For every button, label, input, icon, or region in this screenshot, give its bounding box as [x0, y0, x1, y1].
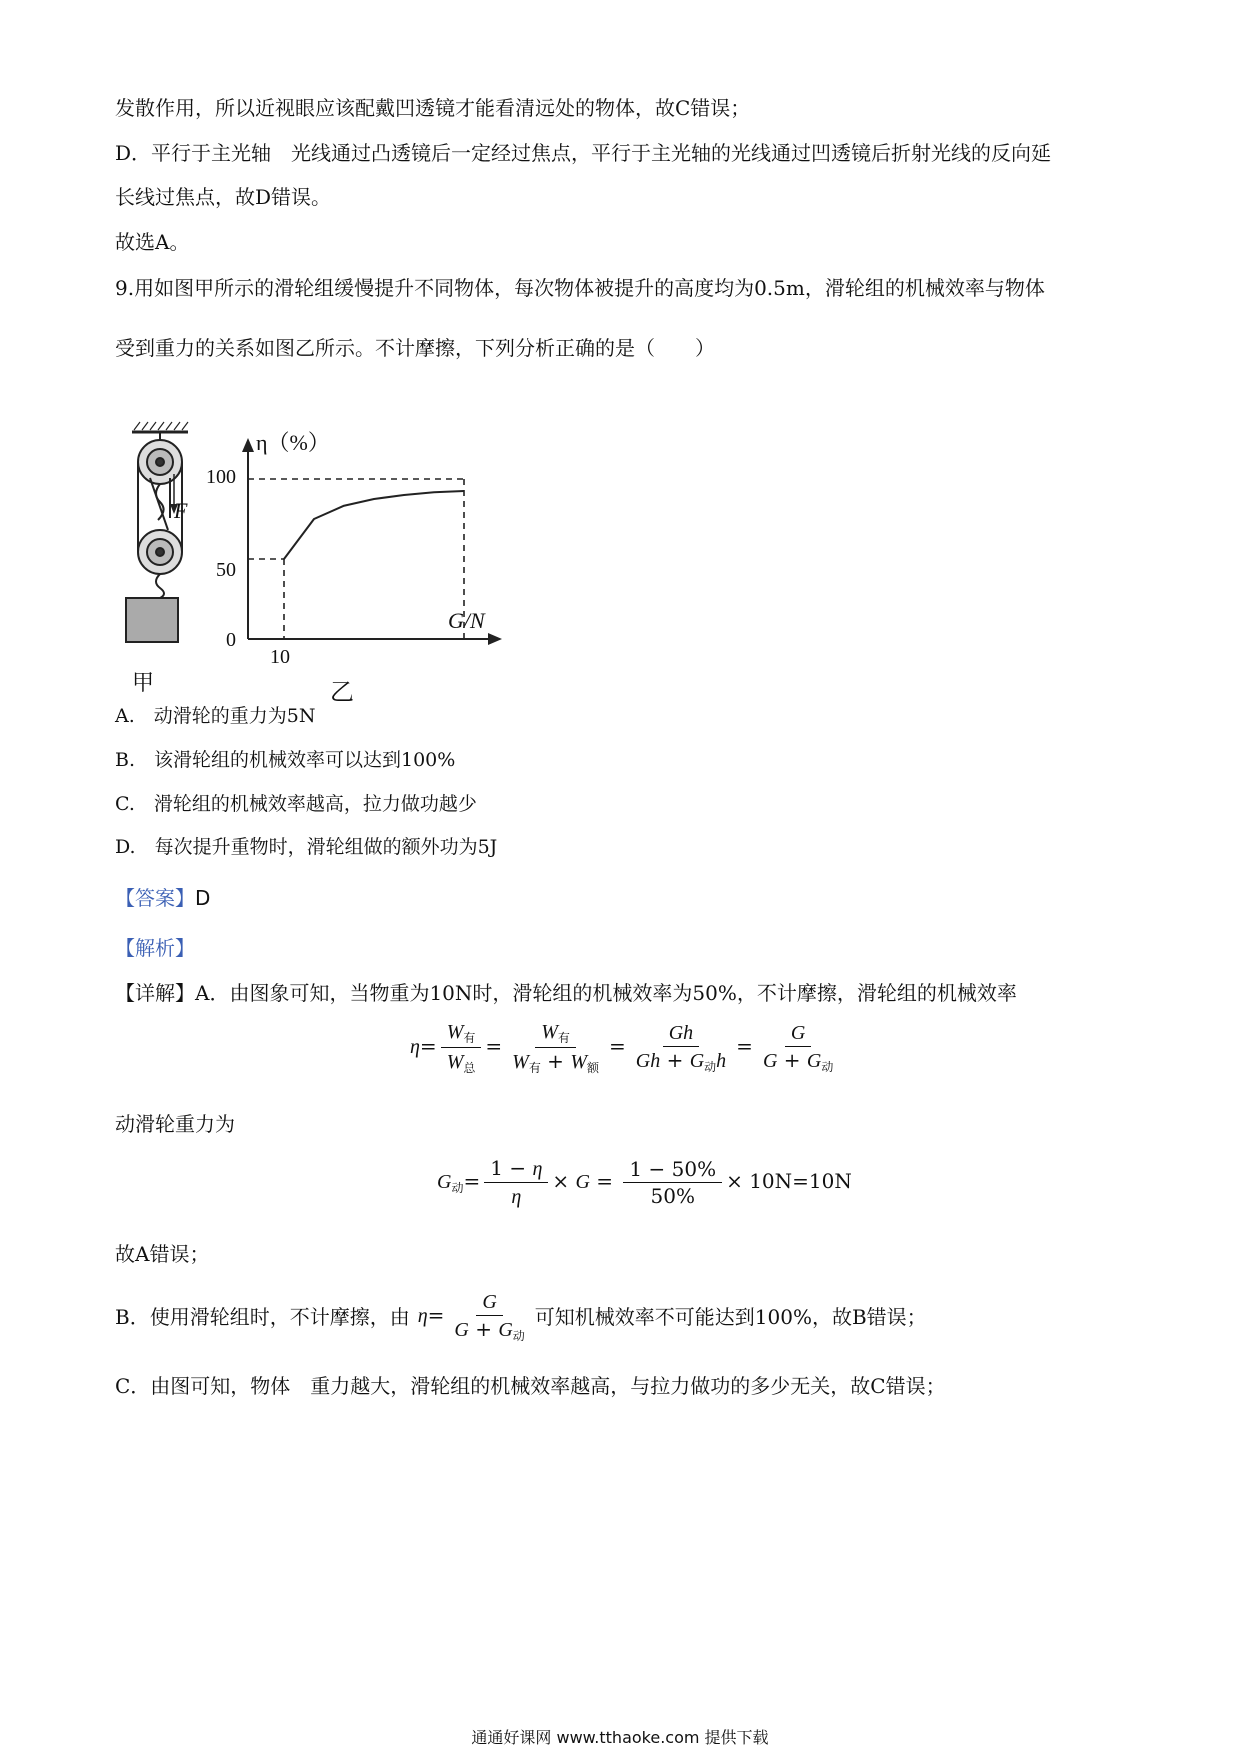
detail-b: B．使用滑轮组时，不计摩擦，由 η= $\frac{G}{G + G_动}$ 可知机械效率不可能达到100%，故B错误； [115, 1291, 927, 1343]
text-line: D．平行于主光轴 光线通过凸透镜后一定经过焦点，平行于主光轴的光线通过凹透镜后折射光线的反向延 [115, 141, 1052, 165]
page-footer: 通通好课网 www.tthaoke.com 提供下载 [471, 1728, 769, 1747]
pulley-diagram [126, 422, 188, 642]
answer [115, 888, 210, 908]
detail-a-conclusion: 故A错误； [115, 1242, 210, 1266]
analysis-tag: 【解析】 [115, 936, 195, 960]
option-a: A. 动滑轮的重力为5N [115, 705, 316, 727]
y-tick-label: 50 [216, 559, 236, 581]
answer-tag: 【答案】 [115, 886, 195, 910]
detail-g-label: 动滑轮重力为 [115, 1112, 235, 1136]
detail-a: 【详解】A．由图象可知，当物重为10N时，滑轮组的机械效率为50%，不计摩擦，滑轮组的机械效率 [115, 981, 1017, 1005]
x-axis-arrow [488, 633, 502, 645]
efficiency-curve [284, 491, 464, 559]
option-d: D. 每次提升重物时，滑轮组做的额外功为5J [115, 836, 498, 858]
detail-b-prefix: B．使用滑轮组时，不计摩擦，由 [115, 1304, 410, 1329]
text-line: 长线过焦点，故D错误。 [115, 185, 332, 209]
text-line: 故选A。 [115, 230, 190, 254]
pulley-weight-formula: $G_动=$ $\frac{1 - \eta}{\eta}$ × G = $\frac{1 - 50\%}{50\%}$ × 10N=10N [437, 1156, 852, 1208]
force-label: F [174, 498, 188, 523]
question-9-stem: 9.用如图甲所示的滑轮组缓慢提升不同物体，每次物体被提升的高度均为0.5m，滑轮组的机械效率与物体 [115, 276, 1045, 300]
efficiency-formula: η= $\frac{W_有}{W_总}$ = $\frac{W_有}{W_有 + W_额}$ = $\frac{Gh}{Gh + G_动h}$ = $\frac{G}{G + G_动}$ [410, 1021, 834, 1076]
x-tick-label: 10 [270, 646, 290, 668]
y-axis-arrow [242, 438, 254, 452]
efficiency-chart [206, 430, 502, 706]
option-b: B. 该滑轮组的机械效率可以达到100% [115, 749, 456, 771]
question-9-stem-continued: 受到重力的关系如图乙所示。不计摩擦，下列分析正确的是（ ） [115, 336, 715, 360]
detail-b-suffix: 可知机械效率不可能达到100%，故B错误； [534, 1304, 927, 1329]
question-9-figure [110, 418, 670, 718]
figure-label-yi: 乙 [330, 680, 354, 706]
answer-value: D [195, 886, 211, 910]
y-tick-label: 100 [206, 466, 236, 488]
text-line: 发散作用，所以近视眼应该配戴凹透镜才能看清远处的物体，故C错误； [115, 96, 751, 120]
detail-c: C．由图可知，物体 重力越大，滑轮组的机械效率越高，与拉力做功的多少无关，故C错误； [115, 1374, 946, 1398]
x-axis-label: G/N [448, 608, 485, 633]
y-tick-label: 0 [226, 629, 236, 651]
y-axis-label: η（%） [256, 430, 330, 455]
figure-label-jia: 甲 [132, 670, 155, 695]
option-c: C. 滑轮组的机械效率越高，拉力做功越少 [115, 793, 477, 815]
